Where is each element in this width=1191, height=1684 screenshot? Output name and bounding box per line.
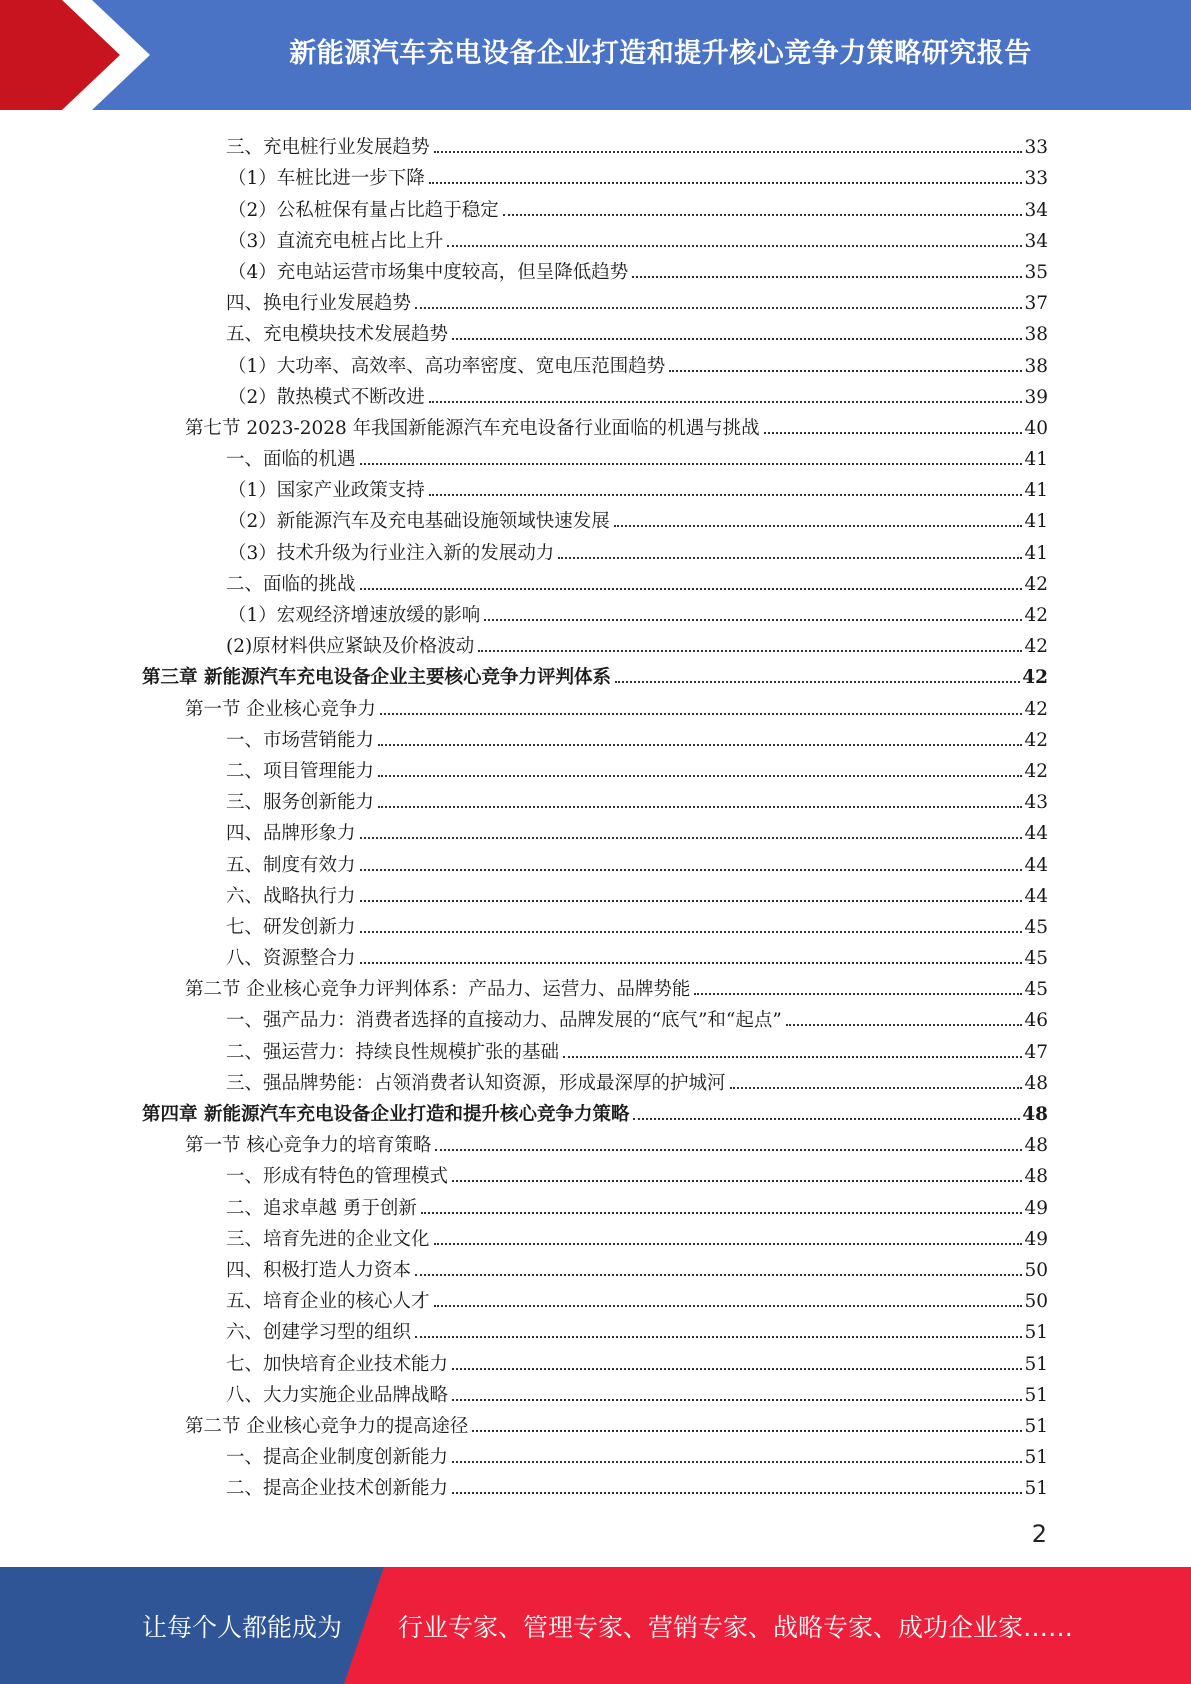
toc-entry-page: 50 bbox=[1024, 1259, 1048, 1281]
toc-entry-title: （1）车桩比进一步下降 bbox=[228, 168, 425, 190]
toc-entry[interactable] bbox=[142, 284, 1048, 315]
toc-entry-page: 33 bbox=[1024, 168, 1048, 190]
toc-entry-title: 一、市场营销能力 bbox=[226, 729, 375, 751]
toc-entry-title: 五、培育企业的核心人才 bbox=[226, 1291, 430, 1313]
toc-entry[interactable] bbox=[142, 315, 1048, 346]
footer-slogan-left: 让每个人都能成为 bbox=[142, 1612, 343, 1642]
dot-leader bbox=[614, 525, 1023, 527]
dot-leader bbox=[452, 1368, 1022, 1370]
toc-entry-page: 41 bbox=[1024, 511, 1048, 533]
toc-entry-page: 45 bbox=[1024, 948, 1048, 970]
toc-entry[interactable] bbox=[142, 159, 1048, 190]
dot-leader bbox=[786, 1024, 1023, 1026]
toc-entry-title: 七、研发创新力 bbox=[226, 916, 356, 938]
toc-entry[interactable] bbox=[142, 1032, 1048, 1063]
toc-entry[interactable] bbox=[142, 1313, 1048, 1344]
toc-entry[interactable] bbox=[142, 190, 1048, 221]
report-title: 新能源汽车充电设备企业打造和提升核心竞争力策略研究报告 bbox=[289, 37, 1032, 69]
toc-entry-page: 48 bbox=[1024, 1166, 1048, 1188]
dot-leader bbox=[730, 1087, 1023, 1089]
toc-entry-page: 51 bbox=[1024, 1478, 1048, 1500]
toc-entry-title: 第二节 企业核心竞争力的提高途径 bbox=[185, 1415, 469, 1437]
toc-entry[interactable] bbox=[142, 1251, 1048, 1282]
toc-entry-page: 38 bbox=[1024, 324, 1048, 346]
toc-entry[interactable] bbox=[142, 877, 1048, 908]
toc-entry[interactable] bbox=[142, 1220, 1048, 1251]
toc-entry-title: （2）散热模式不断改进 bbox=[228, 386, 425, 408]
toc-entry-page: 42 bbox=[1024, 636, 1048, 658]
toc-entry[interactable] bbox=[142, 128, 1048, 159]
toc-entry-page: 49 bbox=[1024, 1228, 1048, 1250]
toc-entry-title: 二、面临的挑战 bbox=[226, 573, 356, 595]
dot-leader bbox=[452, 1180, 1022, 1182]
toc-entry-page: 48 bbox=[1024, 1072, 1048, 1094]
dot-leader bbox=[360, 588, 1023, 590]
dot-leader bbox=[484, 619, 1022, 621]
toc-entry-page: 34 bbox=[1024, 199, 1048, 221]
toc-entry[interactable] bbox=[142, 1407, 1048, 1438]
toc-entry-title: 六、创建学习型的组织 bbox=[226, 1322, 412, 1344]
toc-entry-title: （2）公私桩保有量占比趋于稳定 bbox=[228, 199, 499, 221]
dot-leader bbox=[360, 463, 1023, 465]
toc-entry-title: 三、培育先进的企业文化 bbox=[226, 1228, 430, 1250]
toc-entry-title: （2）新能源汽车及充电基础设施领域快速发展 bbox=[228, 511, 610, 533]
toc-entry-title: 五、充电模块技术发展趋势 bbox=[226, 324, 449, 346]
dot-leader bbox=[434, 1305, 1023, 1307]
toc-entry-title: 第七节 2023-2028 年我国新能源汽车充电设备行业面临的机遇与挑战 bbox=[185, 417, 760, 439]
toc-entry-page: 48 bbox=[1022, 1104, 1048, 1125]
toc-entry-page: 41 bbox=[1024, 480, 1048, 502]
toc-entry[interactable] bbox=[142, 1126, 1048, 1157]
toc-entry-title: （1）宏观经济增速放缓的影响 bbox=[228, 605, 481, 626]
dot-leader bbox=[435, 1149, 1022, 1151]
toc-entry[interactable] bbox=[142, 1469, 1048, 1500]
dot-leader bbox=[472, 1430, 1022, 1432]
dot-leader bbox=[360, 900, 1023, 902]
toc-entry[interactable] bbox=[142, 1064, 1048, 1095]
toc-entry[interactable] bbox=[142, 471, 1048, 502]
dot-leader bbox=[429, 494, 1023, 496]
toc-entry-title: 第一节 核心竞争力的培育策略 bbox=[185, 1135, 432, 1157]
toc-entry[interactable] bbox=[142, 502, 1048, 533]
toc-entry[interactable] bbox=[142, 565, 1048, 596]
toc-entry-title: 五、制度有效力 bbox=[226, 854, 356, 876]
dot-leader bbox=[615, 681, 1020, 683]
toc-entry[interactable] bbox=[142, 409, 1048, 440]
dot-leader bbox=[434, 151, 1023, 153]
toc-entry[interactable] bbox=[142, 1344, 1048, 1375]
dot-leader bbox=[452, 338, 1022, 340]
toc-entry-title: 三、充电桩行业发展趋势 bbox=[226, 137, 430, 159]
toc-entry[interactable] bbox=[142, 689, 1048, 720]
toc-entry-title: 四、品牌形象力 bbox=[226, 823, 356, 845]
page-footer bbox=[0, 1567, 1191, 1684]
dot-leader bbox=[429, 182, 1023, 184]
dot-leader bbox=[503, 214, 1023, 216]
toc-entry-page: 42 bbox=[1022, 667, 1048, 689]
toc-entry-page: 51 bbox=[1024, 1322, 1048, 1344]
toc-entry[interactable] bbox=[142, 440, 1048, 471]
toc-entry-page: 51 bbox=[1024, 1447, 1048, 1469]
toc-entry-page: 51 bbox=[1024, 1415, 1048, 1437]
toc-entry[interactable] bbox=[142, 222, 1048, 253]
dot-leader bbox=[421, 1212, 1023, 1214]
toc-entry-page: 50 bbox=[1024, 1291, 1048, 1313]
toc-entry-title: 一、形成有特色的管理模式 bbox=[226, 1166, 449, 1188]
dot-leader bbox=[360, 837, 1023, 839]
toc-entry-page: 43 bbox=[1024, 792, 1048, 814]
toc-entry-page: 45 bbox=[1024, 916, 1048, 938]
dot-leader bbox=[452, 1461, 1022, 1463]
dot-leader bbox=[694, 993, 1022, 995]
toc-entry-page: 44 bbox=[1024, 823, 1048, 845]
toc-entry-page: 37 bbox=[1024, 293, 1048, 315]
dot-leader bbox=[378, 775, 1022, 777]
dot-leader bbox=[669, 370, 1022, 372]
toc-entry[interactable] bbox=[142, 814, 1048, 845]
toc-entry[interactable] bbox=[142, 627, 1048, 658]
toc-entry-title: 一、提高企业制度创新能力 bbox=[226, 1447, 449, 1469]
toc-entry[interactable] bbox=[142, 658, 1048, 689]
toc-entry-page: 35 bbox=[1024, 261, 1048, 283]
toc-entry[interactable] bbox=[142, 845, 1048, 876]
page-header bbox=[0, 0, 1191, 110]
toc-entry-title: 第三章 新能源汽车充电设备企业主要核心竞争力评判体系 bbox=[142, 667, 611, 689]
toc-entry[interactable] bbox=[142, 1438, 1048, 1469]
toc-entry[interactable] bbox=[142, 596, 1048, 627]
dot-leader bbox=[478, 650, 1022, 652]
toc-entry-page: 46 bbox=[1024, 1010, 1048, 1032]
toc-entry-title: 三、服务创新能力 bbox=[226, 792, 375, 814]
dot-leader bbox=[434, 1243, 1023, 1245]
toc-entry-title: 四、换电行业发展趋势 bbox=[226, 293, 412, 315]
dot-leader bbox=[415, 1274, 1022, 1276]
toc-entry-title: 四、积极打造人力资本 bbox=[226, 1259, 412, 1281]
toc-entry[interactable] bbox=[142, 908, 1048, 939]
toc-entry-page: 42 bbox=[1024, 729, 1048, 751]
toc-entry-page: 41 bbox=[1024, 449, 1048, 471]
red-chevron-icon bbox=[0, 0, 150, 110]
dot-leader bbox=[452, 1492, 1022, 1494]
dot-leader bbox=[558, 557, 1022, 559]
dot-leader bbox=[633, 1118, 1020, 1120]
dot-leader bbox=[360, 962, 1023, 964]
toc-entry-page: 39 bbox=[1024, 386, 1048, 408]
toc-entry-page: 38 bbox=[1024, 355, 1048, 377]
toc-entry-title: 二、项目管理能力 bbox=[226, 760, 375, 782]
toc-entry[interactable] bbox=[142, 939, 1048, 970]
toc-entry-title: 一、强产品力：消费者选择的直接动力、品牌发展的“底气”和“起点” bbox=[226, 1010, 782, 1032]
toc-entry-title: （3）技术升级为行业注入新的发展动力 bbox=[228, 542, 555, 564]
toc-entry-title: 第四章 新能源汽车充电设备企业打造和提升核心竞争力策略 bbox=[142, 1104, 630, 1125]
dot-leader bbox=[360, 869, 1023, 871]
toc-entry-title: （3）直流充电桩占比上升 bbox=[228, 230, 444, 252]
toc-entry-page: 48 bbox=[1024, 1135, 1048, 1157]
toc-entry[interactable] bbox=[142, 1282, 1048, 1313]
toc-entry-page: 47 bbox=[1024, 1041, 1048, 1063]
toc-entry-title: （1）大功率、高效率、高功率密度、宽电压范围趋势 bbox=[228, 355, 666, 377]
dot-leader bbox=[563, 1056, 1022, 1058]
toc-entry-page: 42 bbox=[1024, 605, 1048, 626]
toc-entry[interactable] bbox=[142, 1157, 1048, 1188]
toc-entry-title: 六、战略执行力 bbox=[226, 885, 356, 907]
toc-entry-title: 七、加快培育企业技术能力 bbox=[226, 1353, 449, 1375]
toc-entry-page: 44 bbox=[1024, 854, 1048, 876]
dot-leader bbox=[380, 713, 1023, 715]
dot-leader bbox=[452, 1399, 1022, 1401]
toc-entry-title: 八、资源整合力 bbox=[226, 948, 356, 970]
dot-leader bbox=[632, 276, 1022, 278]
page-number: 2 bbox=[1031, 1520, 1047, 1548]
toc-entry[interactable] bbox=[142, 1095, 1048, 1126]
dot-leader bbox=[360, 931, 1023, 933]
toc-entry-page: 41 bbox=[1024, 542, 1048, 564]
toc-entry-title: 二、强运营力：持续良性规模扩张的基础 bbox=[226, 1041, 560, 1063]
toc-entry-title: 三、强品牌势能：占领消费者认知资源，形成最深厚的护城河 bbox=[226, 1072, 726, 1094]
toc-entry-title: （4）充电站运营市场集中度较高，但呈降低趋势 bbox=[228, 261, 629, 283]
toc-entry-page: 51 bbox=[1024, 1353, 1048, 1375]
toc-entry[interactable] bbox=[142, 346, 1048, 377]
toc-entry-page: 42 bbox=[1024, 760, 1048, 782]
toc-entry[interactable] bbox=[142, 378, 1048, 409]
toc-entry[interactable] bbox=[142, 752, 1048, 783]
toc-entry-page: 42 bbox=[1024, 573, 1048, 595]
toc-entry-title: (2)原材料供应紧缺及价格波动 bbox=[226, 636, 475, 658]
toc-entry-page: 45 bbox=[1024, 979, 1048, 1001]
toc-entry-page: 49 bbox=[1024, 1197, 1048, 1219]
dot-leader bbox=[378, 744, 1022, 746]
toc-entry-title: 二、提高企业技术创新能力 bbox=[226, 1478, 449, 1500]
toc-entry-title: 二、追求卓越 勇于创新 bbox=[226, 1197, 417, 1219]
toc-entry-title: 第一节 企业核心竞争力 bbox=[185, 698, 376, 720]
dot-leader bbox=[429, 401, 1023, 403]
table-of-contents bbox=[142, 128, 1048, 1500]
toc-entry-page: 40 bbox=[1024, 417, 1048, 439]
toc-entry-title: 一、面临的机遇 bbox=[226, 449, 356, 471]
dot-leader bbox=[415, 1336, 1022, 1338]
toc-entry-page: 34 bbox=[1024, 230, 1048, 252]
toc-entry[interactable] bbox=[142, 1001, 1048, 1032]
toc-entry-page: 42 bbox=[1024, 698, 1048, 720]
dot-leader bbox=[447, 245, 1022, 247]
footer-slogan-right: 行业专家、管理专家、营销专家、战略专家、成功企业家…… bbox=[398, 1612, 1074, 1642]
toc-entry-page: 51 bbox=[1024, 1384, 1048, 1406]
toc-entry[interactable] bbox=[142, 721, 1048, 752]
toc-entry[interactable] bbox=[142, 1188, 1048, 1219]
toc-entry-page: 44 bbox=[1024, 885, 1048, 907]
toc-entry[interactable] bbox=[142, 970, 1048, 1001]
toc-entry[interactable] bbox=[142, 1376, 1048, 1407]
toc-entry-title: 八、大力实施企业品牌战略 bbox=[226, 1384, 449, 1406]
toc-entry[interactable] bbox=[142, 253, 1048, 284]
toc-entry-page: 33 bbox=[1024, 137, 1048, 159]
toc-entry[interactable] bbox=[142, 533, 1048, 564]
toc-entry[interactable] bbox=[142, 783, 1048, 814]
toc-entry-title: 第二节 企业核心竞争力评判体系：产品力、运营力、品牌势能 bbox=[185, 979, 691, 1001]
dot-leader bbox=[378, 806, 1022, 808]
dot-leader bbox=[415, 307, 1022, 309]
dot-leader bbox=[764, 432, 1023, 434]
toc-entry-title: （1）国家产业政策支持 bbox=[228, 480, 425, 502]
